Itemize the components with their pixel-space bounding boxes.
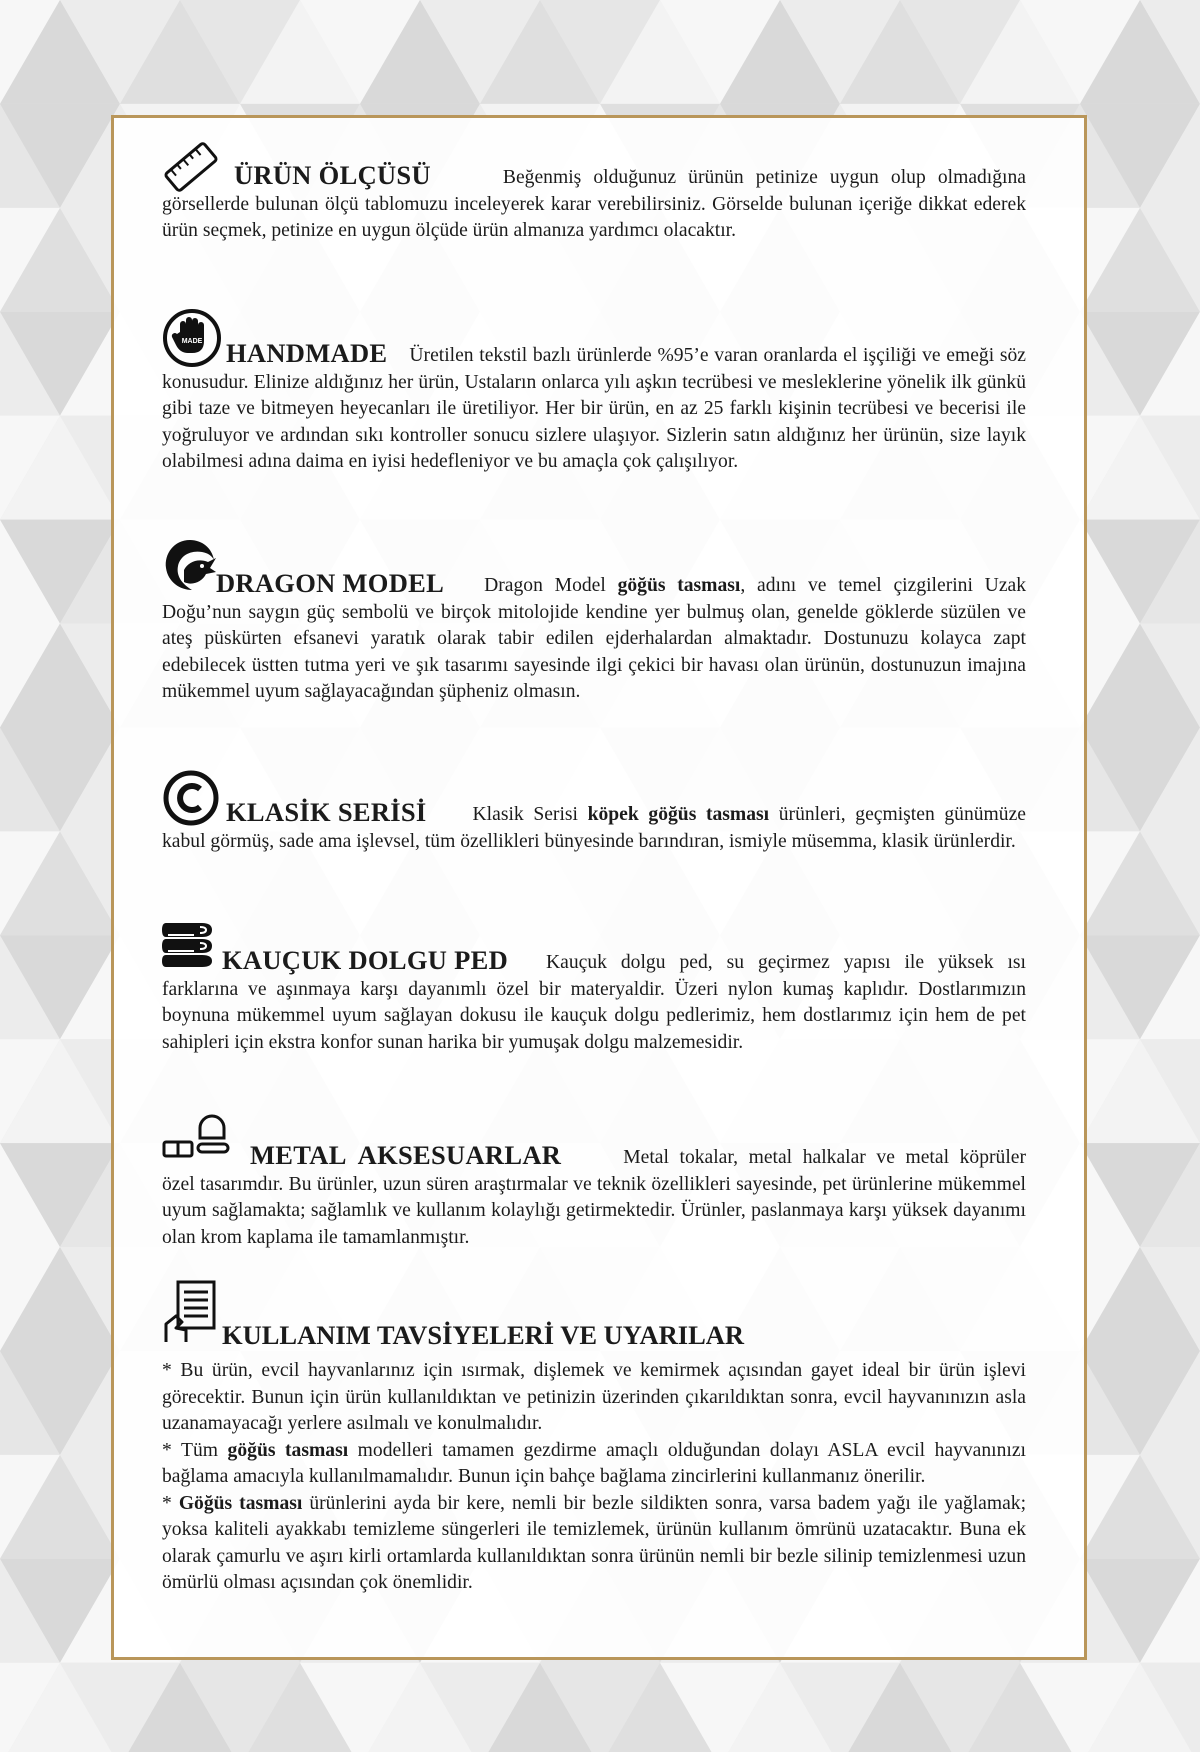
usage-item: * Bu ürün, evcil hayvanlarınız için ısırmak, dişlemek ve kemirmek açısından gayet ideal bir ürün işlevi görecektir. Bunun için ürün kullanıldıktan ve petinizin üzerinden çıkarıldıktan sonra, evcil hayvanınızın asla uzanamayacağı yerlere asılmalı ve konulmalıdır. — [162, 1360, 1026, 1434]
section-text-bold: göğüs tasması — [617, 575, 741, 596]
section-title: KULLANIM TAVSİYELERİ VE UYARILAR — [222, 1320, 745, 1350]
section-title: KLASİK SERİSİ — [226, 797, 427, 827]
section-kaucuk-dolgu-ped — [162, 913, 1026, 1056]
section-handmade — [162, 308, 1026, 476]
section-text: Üretilen tekstil bazlı ürünlerde %95’e varan oranlarda el işçiliği ve emeği söz konusudur. Elinize aldığınız her ürün, Ustaların onlarca yılı aşkın tecrübesi ve mesleklerine yönelik ilk günkü gibi taze ve bitmeyen heyecanları ile üretiliyor. Her bir ürün, en az 25 farklı kişinin tecrübesi ve becerisi ile yoğruluyor ve ardından sıkı kontroller sonucu sizlere ulaşıyor. Sizlerin satın aldığınız her ürünün, size layık olabilmesi adına daima en iyisi hedefleniyor ve bu amaçla çok çalışılıyor. — [162, 345, 1026, 472]
usage-item: * Göğüs tasması ürünlerini ayda bir kere, nemli bir bezle sildikten sonra, varsa badem yağı ile yağlamak; yoksa kaliteli ayakkabı temizleme süngerleri ile temizlemek, ürünün kullanım ömrünü uzatacaktır. Buna ek olarak çamurlu ve aşırı kirli ortamlarda kullanıldıktan sonra ürünün nemli bir bezle silinip temizlenmesi uzun ömürlü olması açısından çok önemlidir. — [162, 1492, 1027, 1593]
section-text-before: Dragon Model — [484, 575, 618, 596]
section-text: Metal tokalar, metal halkalar ve metal köprüler özel tasarımdır. Bu ürünler, uzun süren araştırmalar ve teknik özellikleri sayesinde, pet ürünlerine mükemmel uyum sağlamakta; sağlamlık ve kullanım kolaylığı getirmektedir. Ürünler, paslanmaya karşı yüksek dayanımı olan krom kaplama ile tamamlanmıştır. — [162, 1147, 1026, 1248]
measuring-tape-icon — [160, 142, 222, 192]
foam-pad-layers-icon — [160, 913, 218, 969]
section-text: Kauçuk dolgu ped, su geçirmez yapısı ile yüksek ısı farklarına ve aşınmaya karşı dayanımlı özel bir materyaldir. Üzeri nylon kumaş kaplıdır. Dostlarımızın boynuna mükemmel uyum sağlayan dokusu ile kauçuk dolgu pedlerimiz, hem dostlarımız için hem de pet sahipleri için ekstra konfor sunan harika bir yumuşak dolgu malzemesidir. — [162, 952, 1026, 1053]
section-title: METAL AKSESUARLAR — [250, 1140, 562, 1170]
handmade-hand-icon — [162, 308, 222, 368]
section-kullanim-tavsiyeleri — [162, 1278, 1026, 1597]
section-text-after: , adını ve temel çizgilerini Uzak Doğu’nun saygın güç sembolü ve birçok mitolojide kendine yer bulmuş olan, genelde göklerde süzülen ve ateş püskürten efsanevi yaratık olarak tabir edilen ejderhalardan almaktadır. Dostunuzu kolayca zapt edebilecek üstten tutma yeri ve şık tasarımı sayesinde ilgi çekici bir havası olan ürünün, dostunuzun imajına mükemmel uyum sağlayacağından şüpheniz olmasın. — [162, 575, 1027, 702]
svg-text:MADE: MADE — [181, 338, 203, 345]
section-title: DRAGON MODEL — [216, 568, 445, 598]
document-hand-icon — [162, 1278, 220, 1344]
section-klasik-serisi — [162, 769, 1026, 855]
section-title: HANDMADE — [226, 338, 388, 368]
section-text-before: Klasik Serisi — [472, 804, 588, 825]
section-text: Beğenmiş olduğunuz ürünün petinize uygun olup olmadığına görsellerde bulunan ölçü tablomuzu inceleyerek karar verebilirsiniz. Görselde bulunan içeriğe dikkat ederek ürün seçmek, petinize en uygun ölçüde ürün almanıza yardımcı olacaktır. — [162, 167, 1026, 241]
usage-item: * Tüm göğüs tasması modelleri tamamen gezdirme amaçlı olduğundan dolayı ASLA evcil hayvanınızı bağlama amacıyla kullanılmamalıdır. Bunun için bahçe bağlama zincirlerini kullanmanız önerilir. — [162, 1439, 1026, 1487]
section-title: ÜRÜN ÖLÇÜSÜ — [234, 160, 431, 190]
dragon-icon — [162, 536, 218, 594]
copyright-icon — [162, 769, 220, 827]
section-text-bold: köpek göğüs tasması — [587, 804, 770, 825]
content-panel — [111, 115, 1087, 1660]
section-metal-aksesuarlar — [162, 1108, 1026, 1251]
section-dragon-model — [162, 536, 1026, 706]
metal-buckle-icon — [162, 1108, 232, 1160]
section-text-after: ürünleri, geçmişten günümüze kabul görmüş, sade ama işlevsel, tüm özellikleri bünyesinde barındıran, ismiyle müsemma, klasik ürünlerdir. — [162, 804, 1026, 852]
section-urun-olcusu — [162, 142, 1026, 245]
section-title: KAUÇUK DOLGU PED — [222, 945, 508, 975]
